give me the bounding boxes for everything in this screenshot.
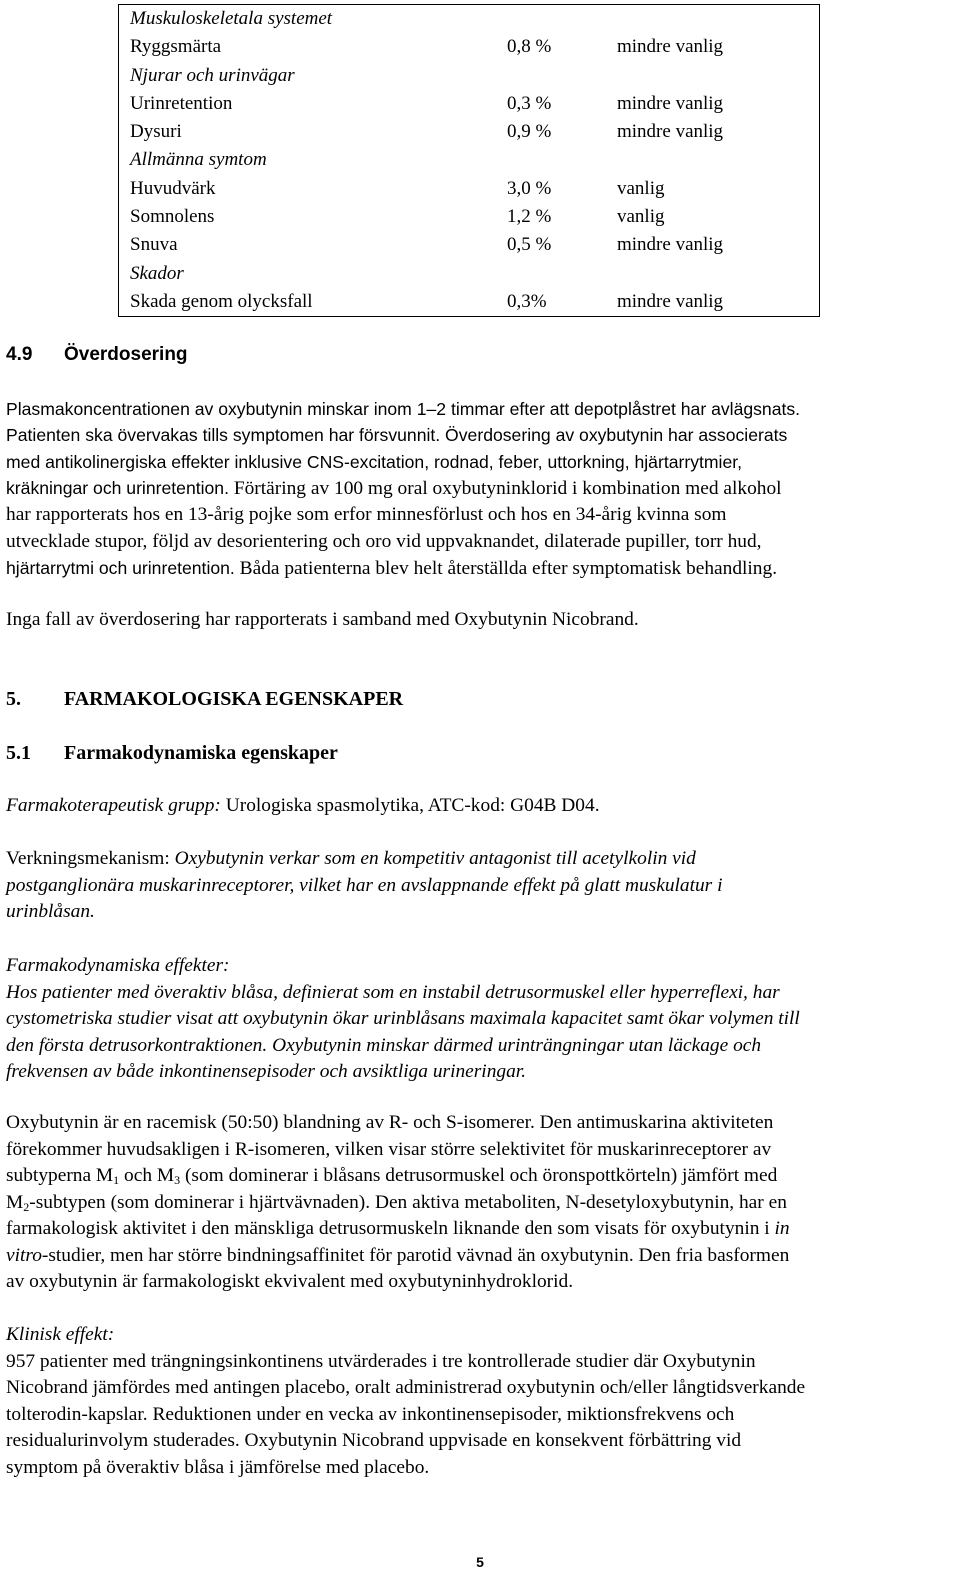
text-line: har rapporterats hos en 13-årig pojke som erfor minnesförlust och hos en 34-årig kvinna som (6, 504, 727, 526)
incidence-cell: 0,3 % (507, 92, 552, 114)
category-name-cell: Skador (130, 262, 184, 284)
text-line: utvecklade stupor, följd av desorientering och oro vid uppvaknandet, dilaterade pupiller, torr hud, (6, 530, 762, 552)
effect-name-cell: Huvudvärk (130, 177, 216, 199)
text-line: av oxybutynin är farmakologiskt ekvivalent med oxybutyninhydroklorid. (6, 1271, 574, 1292)
text-run: (som dominerar i blåsans detrusormuskel och öronspottkörteln) jämfört med (180, 1165, 778, 1186)
section-title: Farmakodynamiska egenskaper (64, 742, 338, 764)
table-row (119, 175, 820, 203)
text-line: frekvensen av både inkontinensepisoder och avsiktliga urineringar. (6, 1061, 527, 1082)
text-line: residualurinvolym studerades. Oxybutynin Nicobrand uppvisade en konsekvent förbättring vid (6, 1430, 742, 1451)
text-line (6, 846, 956, 873)
text-line: Oxybutynin är en racemisk (50:50) blandning av R- och S-isomerer. Den antimuskarina aktiviteten (6, 1112, 774, 1133)
racemic-paragraph (6, 1110, 956, 1296)
clinical-effect-paragraph (6, 1322, 956, 1481)
effect-name-cell: Snuva (130, 234, 178, 256)
table-category-row (119, 62, 820, 90)
effect-name-cell: Somnolens (130, 206, 215, 228)
text-line: den första detrusorkontraktionen. Oxybutynin minskar därmed urinträngningar utan läckage och (6, 1034, 762, 1056)
incidence-cell: 0,8 % (507, 36, 552, 58)
text-run: och M (119, 1165, 175, 1186)
pharmacotherapeutic-group (6, 793, 956, 820)
incidence-cell: 3,0 % (507, 177, 552, 199)
text-run: vitro (6, 1244, 42, 1266)
frequency-cell: mindre vanlig (617, 121, 724, 143)
table-row (119, 231, 820, 259)
incidence-cell: 1,2 % (507, 206, 552, 228)
text-run: hjärtarrytmi och urinretention. (6, 558, 235, 579)
page-number: 5 (476, 1554, 484, 1570)
mechanism-label: Verkningsmekanism: (6, 848, 170, 869)
incidence-cell: 0,3% (507, 290, 547, 312)
text-line: Patienten ska övervakas tills symptomen har försvunnit. Överdosering av oxybutynin har associerats (6, 425, 788, 446)
section-5-1-heading (6, 740, 338, 767)
category-name-cell: Allmänna symtom (130, 149, 267, 171)
frequency-cell: mindre vanlig (617, 92, 724, 114)
text-run: Oxybutynin verkar som en kompetitiv antagonist till acetylkolin vid (169, 848, 696, 869)
table-category-row (119, 5, 820, 34)
table-row (119, 33, 820, 61)
table-category-row (119, 146, 820, 174)
text-run: Båda patienterna blev helt återställda efter symptomatisk behandling. (234, 558, 778, 580)
frequency-cell: mindre vanlig (617, 234, 724, 256)
text-line (6, 1216, 956, 1243)
table-row (119, 288, 820, 317)
text-line: cystometriska studier visat att oxybutynin ökar urinblåsans maximala kapacitet samt ökar volymen till (6, 1008, 800, 1029)
adverse-effects-table (118, 4, 820, 317)
text-run: subtyperna M (6, 1165, 114, 1186)
group-label: Farmakoterapeutisk grupp: (6, 795, 221, 816)
text-line: tolterodin-kapslar. Reduktionen under en vecka av inkontinensepisoder, miktionsfrekvens och (6, 1403, 735, 1425)
effect-name-cell: Ryggsmärta (130, 36, 222, 58)
category-name-cell: Njurar och urinvägar (130, 64, 295, 86)
frequency-cell: vanlig (617, 206, 665, 228)
clinical-label: Klinisk effekt: (6, 1324, 115, 1345)
section-number: 5. (6, 688, 21, 710)
adverse-effects-table-body (119, 5, 820, 317)
incidence-cell: 0,5 % (507, 234, 552, 256)
effect-name-cell: Urinretention (130, 92, 233, 114)
section-4-9-heading (6, 342, 188, 369)
mechanism-paragraph (6, 846, 956, 926)
text-line: symptom på överaktiv blåsa i jämförelse med placebo. (6, 1456, 430, 1478)
category-name-cell: Muskuloskeletala systemet (130, 8, 333, 29)
frequency-cell: mindre vanlig (617, 290, 724, 312)
text-run: -subtypen (som dominerar i hjärtvävnaden). Den aktiva metaboliten, N-desetyloxybutynin, har en (29, 1191, 787, 1213)
text-line (6, 1163, 956, 1190)
incidence-cell: 0,9 % (507, 121, 552, 143)
text-run: farmakologisk aktivitet i den mänskliga detrusormuskeln liknande den som visats för oxybutynin i (6, 1218, 775, 1239)
text-run: kräkningar och urinretention. (6, 477, 229, 498)
effect-name-cell: Skada genom olycksfall (130, 290, 313, 312)
text-line: Nicobrand jämfördes med antingen placebo, oralt administrerad oxybutynin och/eller långtidsverkande (6, 1377, 806, 1398)
pharmacodynamic-effects-paragraph (6, 953, 956, 1086)
text-line (6, 475, 956, 503)
text-line: Hos patienter med överaktiv blåsa, definierat som en instabil detrusormuskel eller hyperreflexi, har (6, 981, 780, 1003)
effect-name-cell: Dysuri (130, 121, 182, 143)
section-title: FARMAKOLOGISKA EGENSKAPER (64, 688, 404, 710)
text-line (6, 1243, 956, 1270)
text-line: med antikolinergiska effekter inklusive CNS-excitation, rodnad, feber, uttorkning, hjärtarrytmier, (6, 451, 743, 472)
table-row (119, 118, 820, 146)
text-line: urinblåsan. (6, 901, 95, 922)
subscript: 2 (23, 1199, 30, 1214)
text-line: Plasmakoncentrationen av oxybutynin minskar inom 1–2 timmar efter att depotplåstret har avlägsnats. (6, 399, 801, 419)
frequency-cell: mindre vanlig (617, 36, 724, 58)
overdose-no-cases-paragraph: Inga fall av överdosering har rapporterats i samband med Oxybutynin Nicobrand. (6, 609, 639, 630)
text-line (6, 555, 956, 583)
overdose-paragraph (6, 396, 956, 583)
text-run: in (774, 1218, 790, 1239)
text-line (6, 1190, 956, 1217)
group-value: Urologiska spasmolytika, ATC-kod: G04B D04. (220, 795, 600, 816)
text-run: -studier, men har större bindningsaffinitet för parotid vävnad än oxybutynin. Den fria basformen (41, 1244, 790, 1266)
text-line: förekommer huvudsakligen i R-isomeren, vilken visar större selektivitet för muskarinreceptorer av (6, 1138, 772, 1160)
subscript: 3 (174, 1173, 181, 1187)
section-title: Överdosering (64, 344, 188, 365)
text-line: postganglionära muskarinreceptorer, vilket har en avslappnande effekt på glatt muskulatur i (6, 874, 723, 896)
effects-label: Farmakodynamiska effekter: (6, 955, 230, 976)
text-line: 957 patienter med trängningsinkontinens utvärderades i tre kontrollerade studier där Oxybutynin (6, 1350, 756, 1372)
table-row (119, 90, 820, 118)
table-category-row (119, 260, 820, 288)
section-number: 4.9 (6, 344, 33, 365)
text-run: M (6, 1191, 24, 1213)
table-row (119, 203, 820, 231)
text-run: Förtäring av 100 mg oral oxybutyninklorid i kombination med alkohol (228, 477, 782, 499)
frequency-cell: vanlig (617, 177, 665, 199)
section-5-heading (6, 686, 403, 713)
subscript: 1 (113, 1173, 120, 1187)
section-number: 5.1 (6, 742, 31, 764)
